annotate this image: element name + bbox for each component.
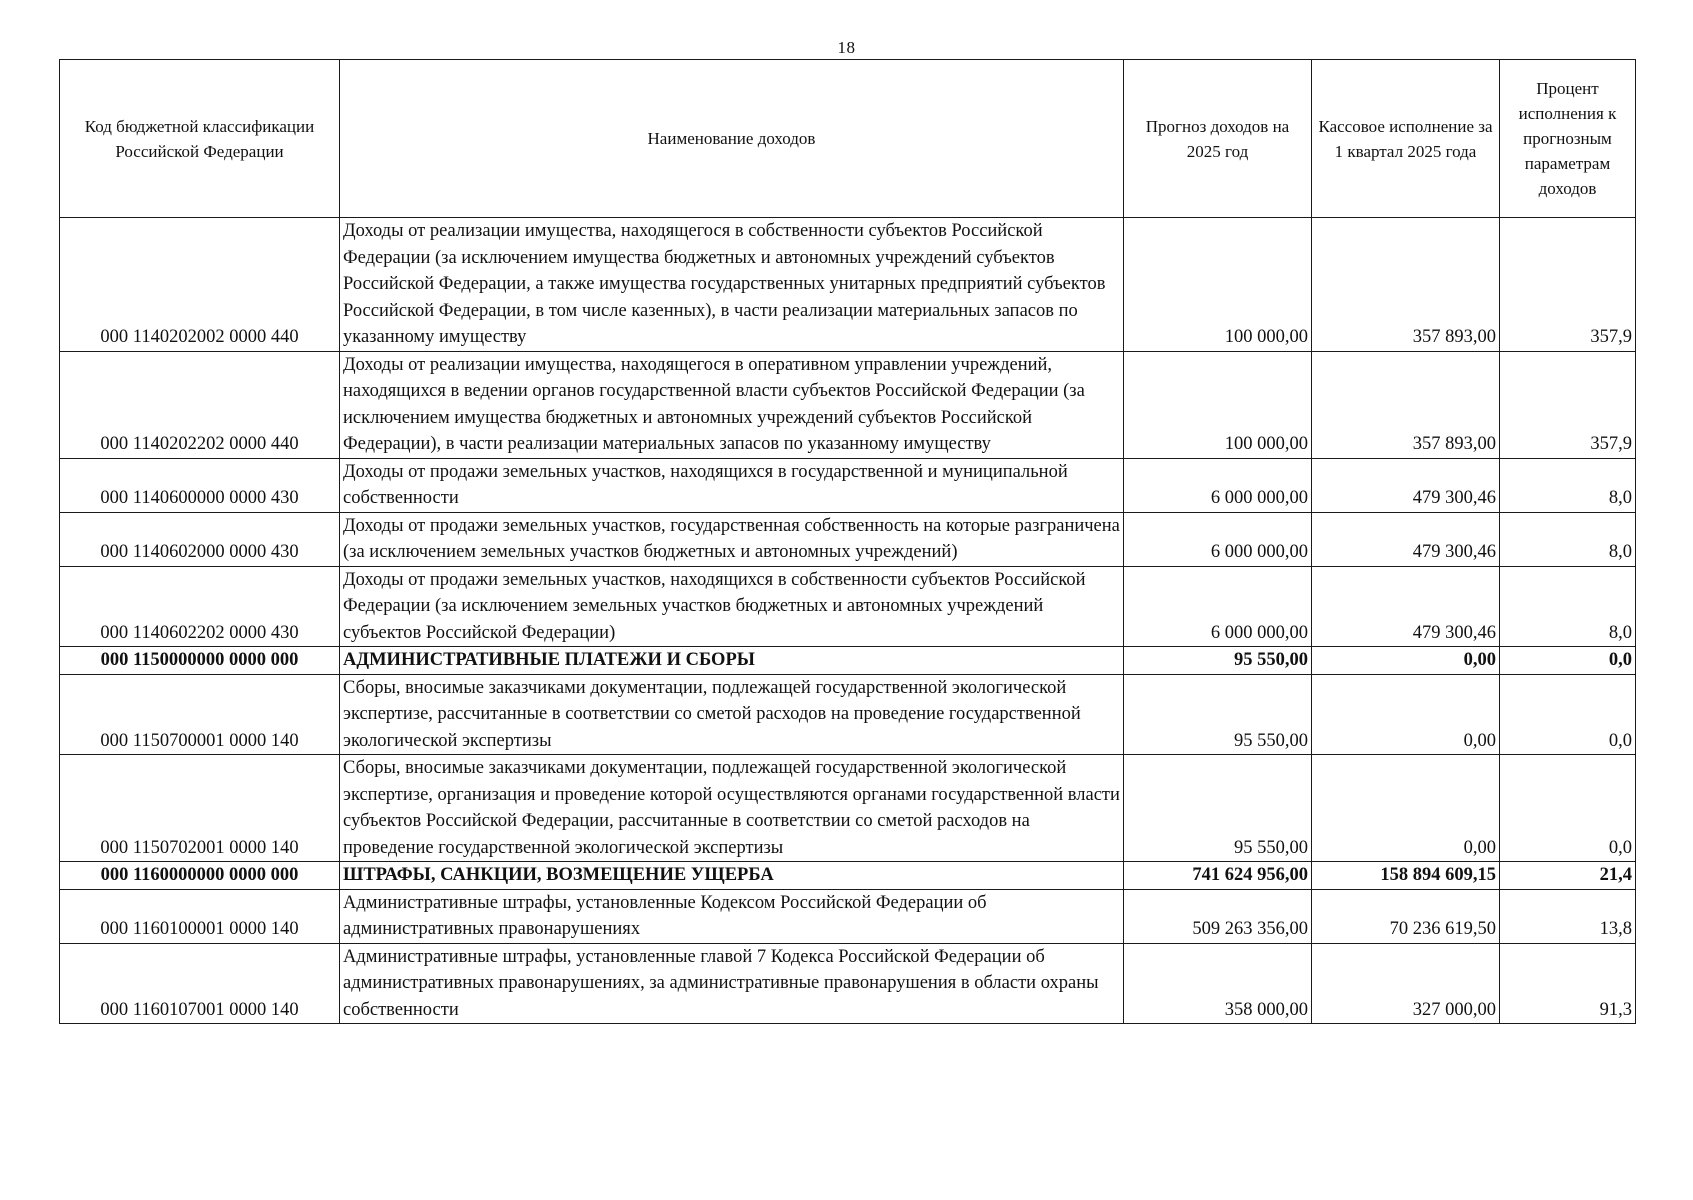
row-execution: 0,00 <box>1312 647 1500 675</box>
row-code: 000 1150000000 0000 000 <box>60 647 340 675</box>
row-name: ШТРАФЫ, САНКЦИИ, ВОЗМЕЩЕНИЕ УЩЕРБА <box>340 862 1124 890</box>
row-name: Доходы от продажи земельных участков, находящихся в собственности субъектов Российской Федерации (за исключением земельных участков бюджетных и автономных учреждений субъектов Российской Федерации) <box>340 566 1124 647</box>
table-row <box>60 351 1636 458</box>
header-name: Наименование доходов <box>340 60 1124 218</box>
header-percent: Процент исполнения к прогнозным параметрам доходов <box>1500 60 1636 218</box>
table-row <box>60 566 1636 647</box>
row-percent: 8,0 <box>1500 566 1636 647</box>
row-code: 000 1140602000 0000 430 <box>60 512 340 566</box>
row-forecast: 741 624 956,00 <box>1124 862 1312 890</box>
row-percent: 0,0 <box>1500 674 1636 755</box>
table-row <box>60 755 1636 862</box>
row-code: 000 1140600000 0000 430 <box>60 458 340 512</box>
row-name: Административные штрафы, установленные Кодексом Российской Федерации об административных правонарушениях <box>340 889 1124 943</box>
row-name: Сборы, вносимые заказчиками документации, подлежащей государственной экологической экспертизе, организация и проведение которой осуществляются органами государственной власти субъектов Российской Федерации, рассчитанные в соответствии со сметой расходов на проведение государственной экологической экспертизы <box>340 755 1124 862</box>
row-execution: 70 236 619,50 <box>1312 889 1500 943</box>
row-forecast: 509 263 356,00 <box>1124 889 1312 943</box>
row-execution: 479 300,46 <box>1312 458 1500 512</box>
header-code: Код бюджетной классификации Российской Федерации <box>60 60 340 218</box>
row-code: 000 1160100001 0000 140 <box>60 889 340 943</box>
section-total-row <box>60 647 1636 675</box>
row-code: 000 1140202202 0000 440 <box>60 351 340 458</box>
row-code: 000 1140602202 0000 430 <box>60 566 340 647</box>
table-row <box>60 218 1636 352</box>
row-name: Сборы, вносимые заказчиками документации, подлежащей государственной экологической экспертизе, рассчитанные в соответствии со сметой расходов на проведение государственной экологической экспертизы <box>340 674 1124 755</box>
row-percent: 357,9 <box>1500 351 1636 458</box>
table-row <box>60 889 1636 943</box>
row-code: 000 1160107001 0000 140 <box>60 943 340 1024</box>
row-name: Доходы от реализации имущества, находящегося в оперативном управлении учреждений, находящихся в ведении органов государственной власти субъектов Российской Федерации (за исключением имущества бюджетных и автономных учреждений субъектов Российской Федерации), в части реализации материальных запасов по указанному имуществу <box>340 351 1124 458</box>
row-forecast: 95 550,00 <box>1124 647 1312 675</box>
row-percent: 8,0 <box>1500 458 1636 512</box>
row-execution: 357 893,00 <box>1312 218 1500 352</box>
row-forecast: 95 550,00 <box>1124 674 1312 755</box>
header-forecast: Прогноз доходов на 2025 год <box>1124 60 1312 218</box>
row-code: 000 1140202002 0000 440 <box>60 218 340 352</box>
row-percent: 13,8 <box>1500 889 1636 943</box>
page-number: 18 <box>837 38 856 57</box>
row-percent: 357,9 <box>1500 218 1636 352</box>
header-execution: Кассовое исполнение за 1 квартал 2025 года <box>1312 60 1500 218</box>
row-percent: 0,0 <box>1500 647 1636 675</box>
revenue-table <box>59 59 1636 1024</box>
row-percent: 0,0 <box>1500 755 1636 862</box>
row-forecast: 100 000,00 <box>1124 218 1312 352</box>
row-forecast: 95 550,00 <box>1124 755 1312 862</box>
row-name: Доходы от продажи земельных участков, государственная собственность на которые разграничена (за исключением земельных участков бюджетных и автономных учреждений) <box>340 512 1124 566</box>
row-code: 000 1150702001 0000 140 <box>60 755 340 862</box>
row-percent: 21,4 <box>1500 862 1636 890</box>
row-forecast: 6 000 000,00 <box>1124 566 1312 647</box>
row-execution: 357 893,00 <box>1312 351 1500 458</box>
row-forecast: 6 000 000,00 <box>1124 458 1312 512</box>
row-percent: 91,3 <box>1500 943 1636 1024</box>
row-code: 000 1160000000 0000 000 <box>60 862 340 890</box>
table-row <box>60 674 1636 755</box>
row-code: 000 1150700001 0000 140 <box>60 674 340 755</box>
row-forecast: 6 000 000,00 <box>1124 512 1312 566</box>
row-execution: 479 300,46 <box>1312 512 1500 566</box>
row-execution: 479 300,46 <box>1312 566 1500 647</box>
row-percent: 8,0 <box>1500 512 1636 566</box>
row-forecast: 358 000,00 <box>1124 943 1312 1024</box>
row-execution: 0,00 <box>1312 755 1500 862</box>
table-row <box>60 512 1636 566</box>
row-execution: 0,00 <box>1312 674 1500 755</box>
row-name: Административные штрафы, установленные главой 7 Кодекса Российской Федерации об административных правонарушениях, за административные правонарушения в области охраны собственности <box>340 943 1124 1024</box>
table-row <box>60 458 1636 512</box>
row-name: АДМИНИСТРАТИВНЫЕ ПЛАТЕЖИ И СБОРЫ <box>340 647 1124 675</box>
row-name: Доходы от продажи земельных участков, находящихся в государственной и муниципальной собственности <box>340 458 1124 512</box>
row-execution: 158 894 609,15 <box>1312 862 1500 890</box>
row-name: Доходы от реализации имущества, находящегося в собственности субъектов Российской Федерации (за исключением имущества бюджетных и автономных учреждений субъектов Российской Федерации, а также имущества государственных унитарных предприятий субъектов Российской Федерации, в том числе казенных), в части реализации материальных запасов по указанному имуществу <box>340 218 1124 352</box>
row-forecast: 100 000,00 <box>1124 351 1312 458</box>
row-execution: 327 000,00 <box>1312 943 1500 1024</box>
table-header-row <box>60 60 1636 218</box>
section-total-row <box>60 862 1636 890</box>
table-row <box>60 943 1636 1024</box>
